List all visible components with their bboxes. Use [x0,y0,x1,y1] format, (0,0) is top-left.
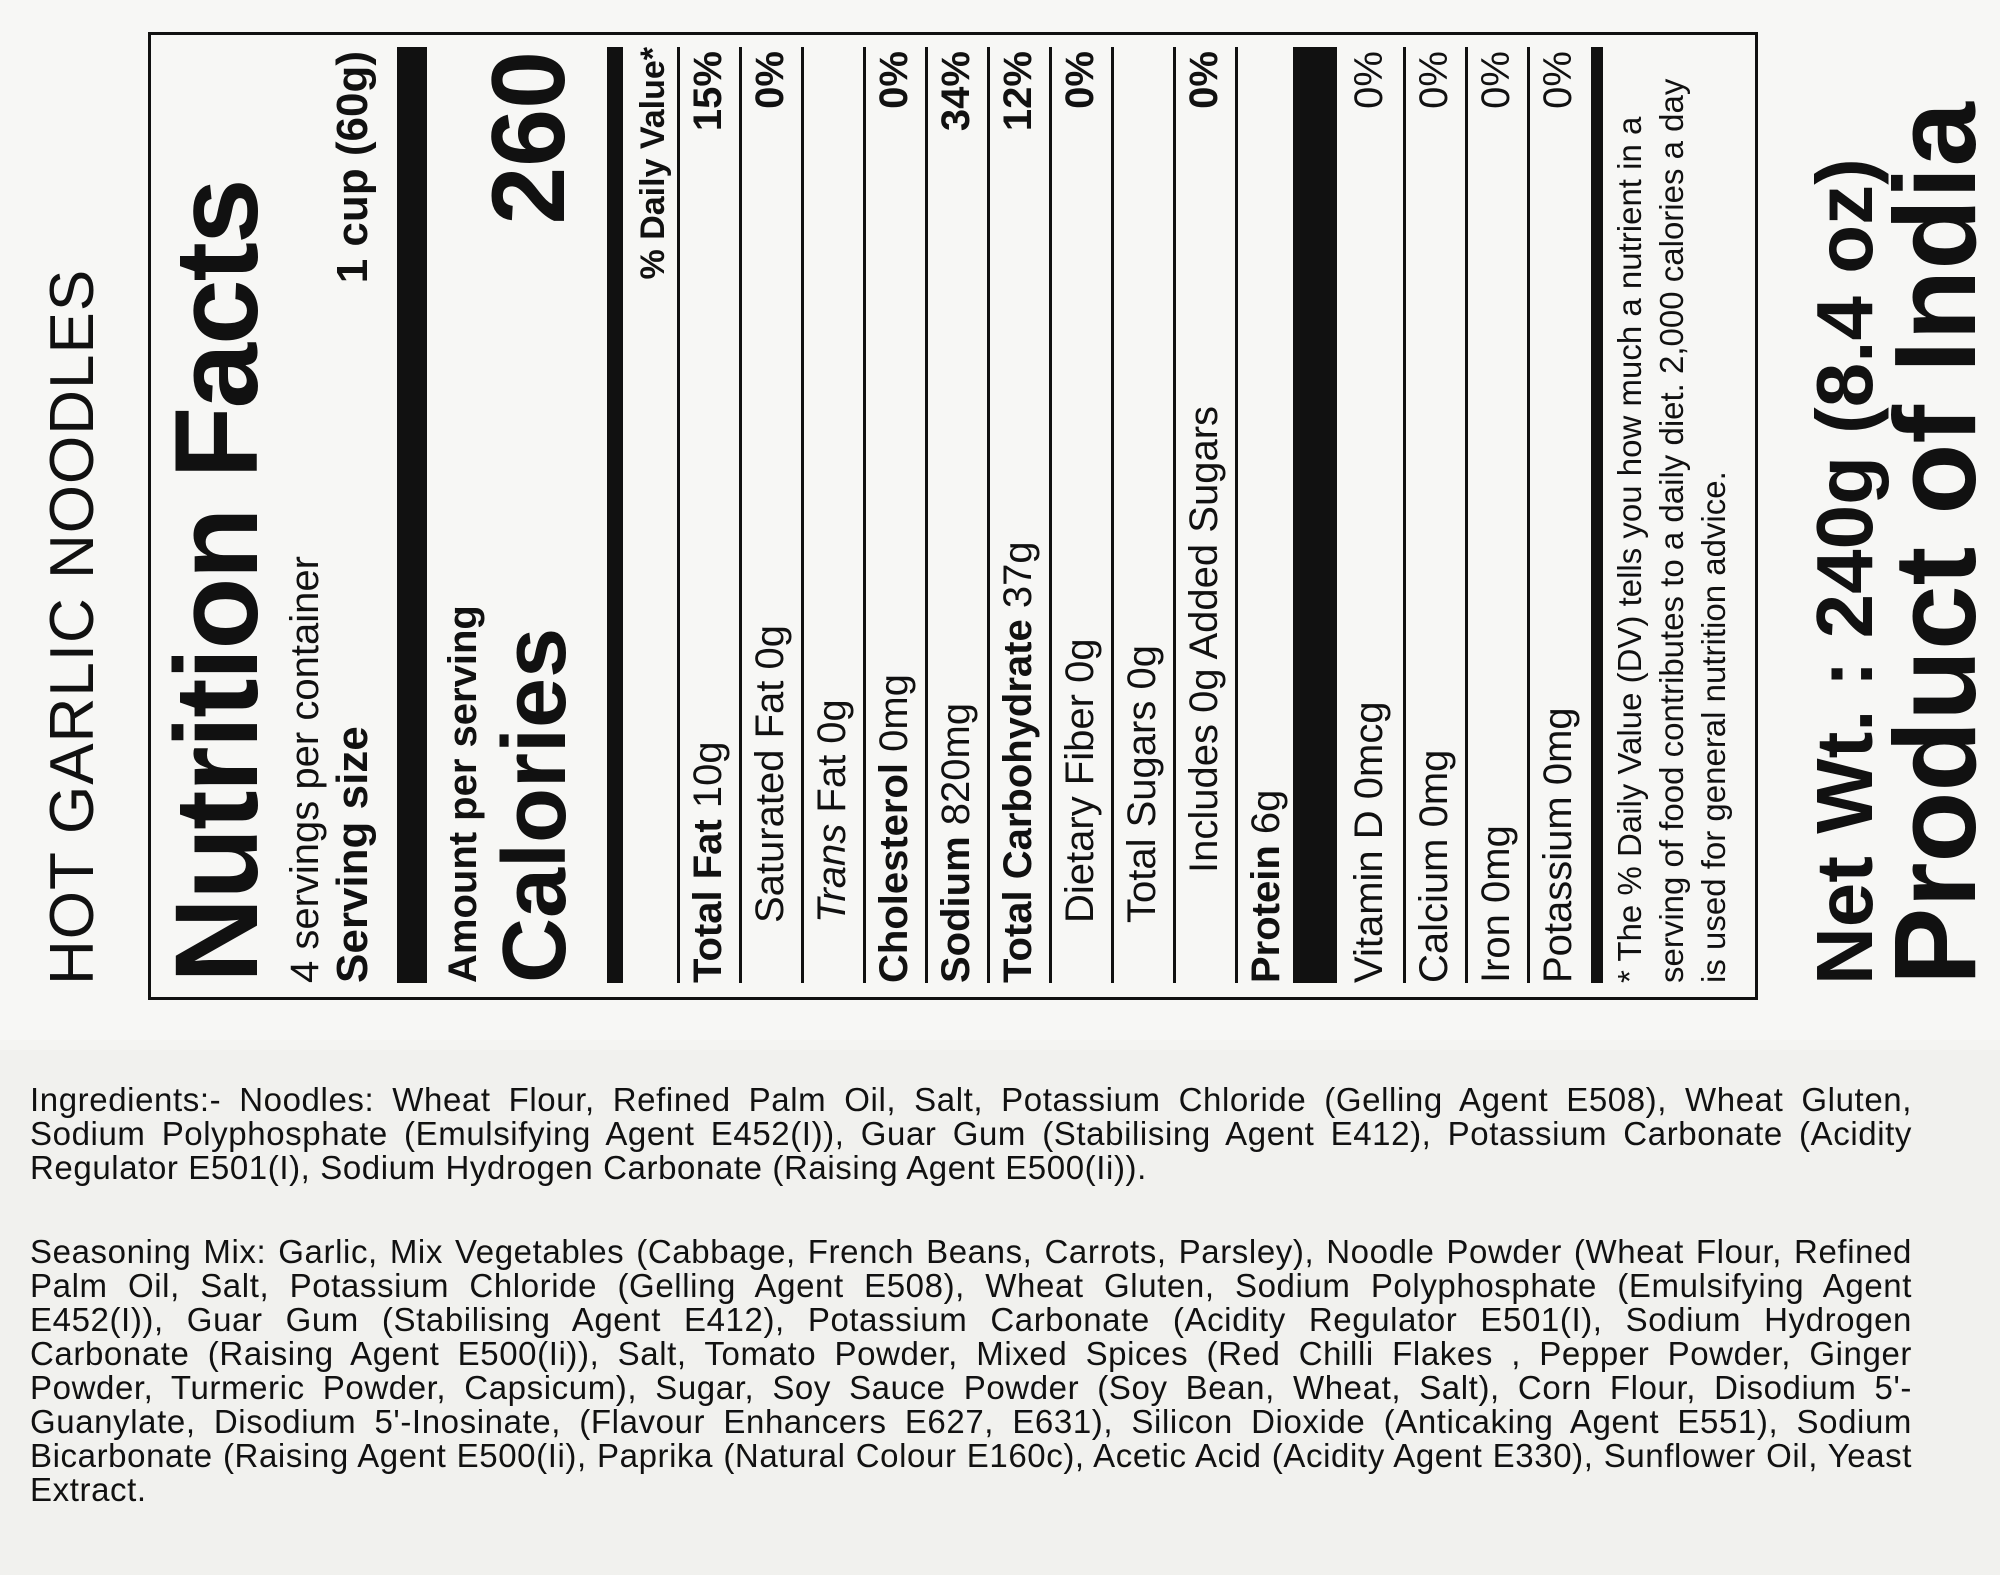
serving-size-label: Serving size [328,726,377,983]
nutrient-name: Dietary Fiber [1058,694,1102,923]
nutrient-row-total-carbohydrate [987,47,1049,983]
nutrient-amount: 0g [748,625,792,670]
divider-thick [397,47,427,983]
nutrient-amount: 10g [686,741,730,809]
vitamin-row [1403,47,1465,983]
nutrient-name: Total Fat [686,819,730,983]
nutrient-row-protein [1235,47,1297,983]
nutrition-facts-panel [148,32,1758,1000]
nutrition-facts-title: Nutrition Facts [151,180,283,983]
vitamin-name: Potassium 0mg [1536,707,1580,983]
servings-per-container: 4 servings per container [283,556,327,983]
vitamin-name: Iron 0mg [1474,825,1518,983]
nutrient-amount: 0mg [872,674,916,752]
daily-value-header: % Daily Value* [634,47,672,280]
ingredients-panel [0,1050,2000,1575]
nutrient-name: Cholesterol [872,762,916,983]
serving-size-value: 1 cup (60g) [328,51,377,284]
vitamin-row [1465,47,1527,983]
ingredients-noodles: Ingredients:- Noodles: Wheat Flour, Refined Palm Oil, Salt, Potassium Chloride (Gelling Agent E508), Wheat Gluten, Sodium Polyphosphate (Emulsifying Agent E452(I)), Guar Gum (Stabilising Agent E412), Potassium Carbonate (Acidity Regulator E501(I), Sodium Hydrogen Carbonate (Raising Agent E500(Ii)). [30,1081,1912,1186]
nutrient-row-total-sugars [1111,47,1173,983]
nutrient-name: Total Carbohydrate [996,619,1040,983]
serving-size-row [327,47,379,983]
divider-medium [1591,47,1603,983]
nutrient-amount: 6g [1244,789,1288,835]
nutrient-amount: Fat 0g [810,699,854,813]
vitamin-dv: 0% [1474,51,1518,109]
divider-medium [607,47,623,983]
ingredients-seasoning: Seasoning Mix: Garlic, Mix Vegetables (Cabbage, French Beans, Carrots, Parsley), Noodle Powder (Wheat Flour, Refined Palm Oil, Salt, Potassium Chloride (Gelling Agent E508), Wheat Gluten, Sodium Polyphosphate (Emulsifying Agent E452(I)), Guar Gum (Stabilising Agent E412), Potassium Carbonate (Acidity Regulator E501(I), Sodium Hydrogen Carbonate (Raising Agent E500(Ii)), Salt, Tomato Powder, Mixed Spices (Red Chilli Flakes , Pepper Powder, Ginger Powder, Turmeric Powder, Capsicum), Sugar, Soy Sauce Powder (Soy Bean, Wheat, Salt), Corn Flour, Disodium 5'-Guanylate, Disodium 5'-Inosinate, (Flavour Enhancers E627, E631), Silicon Dioxide (Anticaking Agent E551), Sodium Bicarbonate (Raising Agent E500(Ii), Paprika (Natural Colour E160c), Acetic Acid (Acidity Agent E330), Sunflower Oil, Yeast Extract. [30,1233,1912,1508]
vitamin-row [1341,47,1403,983]
nutrient-name: Includes 0g Added Sugars [1182,405,1226,873]
nutrient-row-dietary-fiber [1049,47,1111,983]
nutrient-name: Sodium [934,836,978,983]
vitamin-dv: 0% [1536,51,1580,109]
vitamin-dv: 0% [1347,51,1391,109]
vitamin-name: Vitamin D 0mcg [1347,701,1391,983]
nutrient-row-sodium [925,47,987,983]
nutrient-name: Protein [1244,845,1288,983]
nutrient-dv: 12% [996,51,1040,132]
net-weight: Net Wt. : 240g (8.4 oz) [1800,158,1889,985]
nutrient-dv: 15% [686,51,730,132]
nutrient-dv: 0% [872,51,916,109]
product-name: HOT GARLIC NOODLES [38,268,107,985]
nutrient-row-added-sugars [1173,47,1235,983]
amount-per-serving: Amount per serving [441,605,485,983]
nutrient-dv: 0% [748,51,792,109]
nutrient-dv: 0% [1182,51,1226,109]
vitamin-row [1527,47,1589,983]
divider-thick [1293,47,1337,983]
nutrient-row-trans-fat [801,47,863,983]
nutrient-amount: 0g [1058,638,1102,683]
nutrient-row-saturated-fat [739,47,801,983]
nutrient-amount: 0g [1120,645,1164,690]
calories-label: Calories [485,627,585,983]
vitamin-dv: 0% [1412,51,1456,109]
nutrient-row-cholesterol [863,47,925,983]
calories-value: 260 [471,51,587,225]
nutrient-name: Saturated Fat [748,680,792,923]
nutrient-dv: 0% [1058,51,1102,109]
nutrient-amount: 37g [996,541,1040,609]
daily-value-footnote: * The % Daily Value (DV) tells you how much a nutrient in a serving of food contributes to a daily diet. 2,000 calories a day is used for general nutrition advice. [1611,78,1732,983]
country-of-origin: Product of India [1870,102,2000,985]
calories-row [471,47,587,983]
vitamin-name: Calcium 0mg [1412,749,1456,983]
nutrient-name: Trans [810,823,854,923]
nutrient-name: Total Sugars [1120,700,1164,923]
nutrient-dv: 34% [934,51,978,132]
nutrient-row-total-fat [677,47,739,983]
nutrient-amount: 820mg [934,702,978,826]
